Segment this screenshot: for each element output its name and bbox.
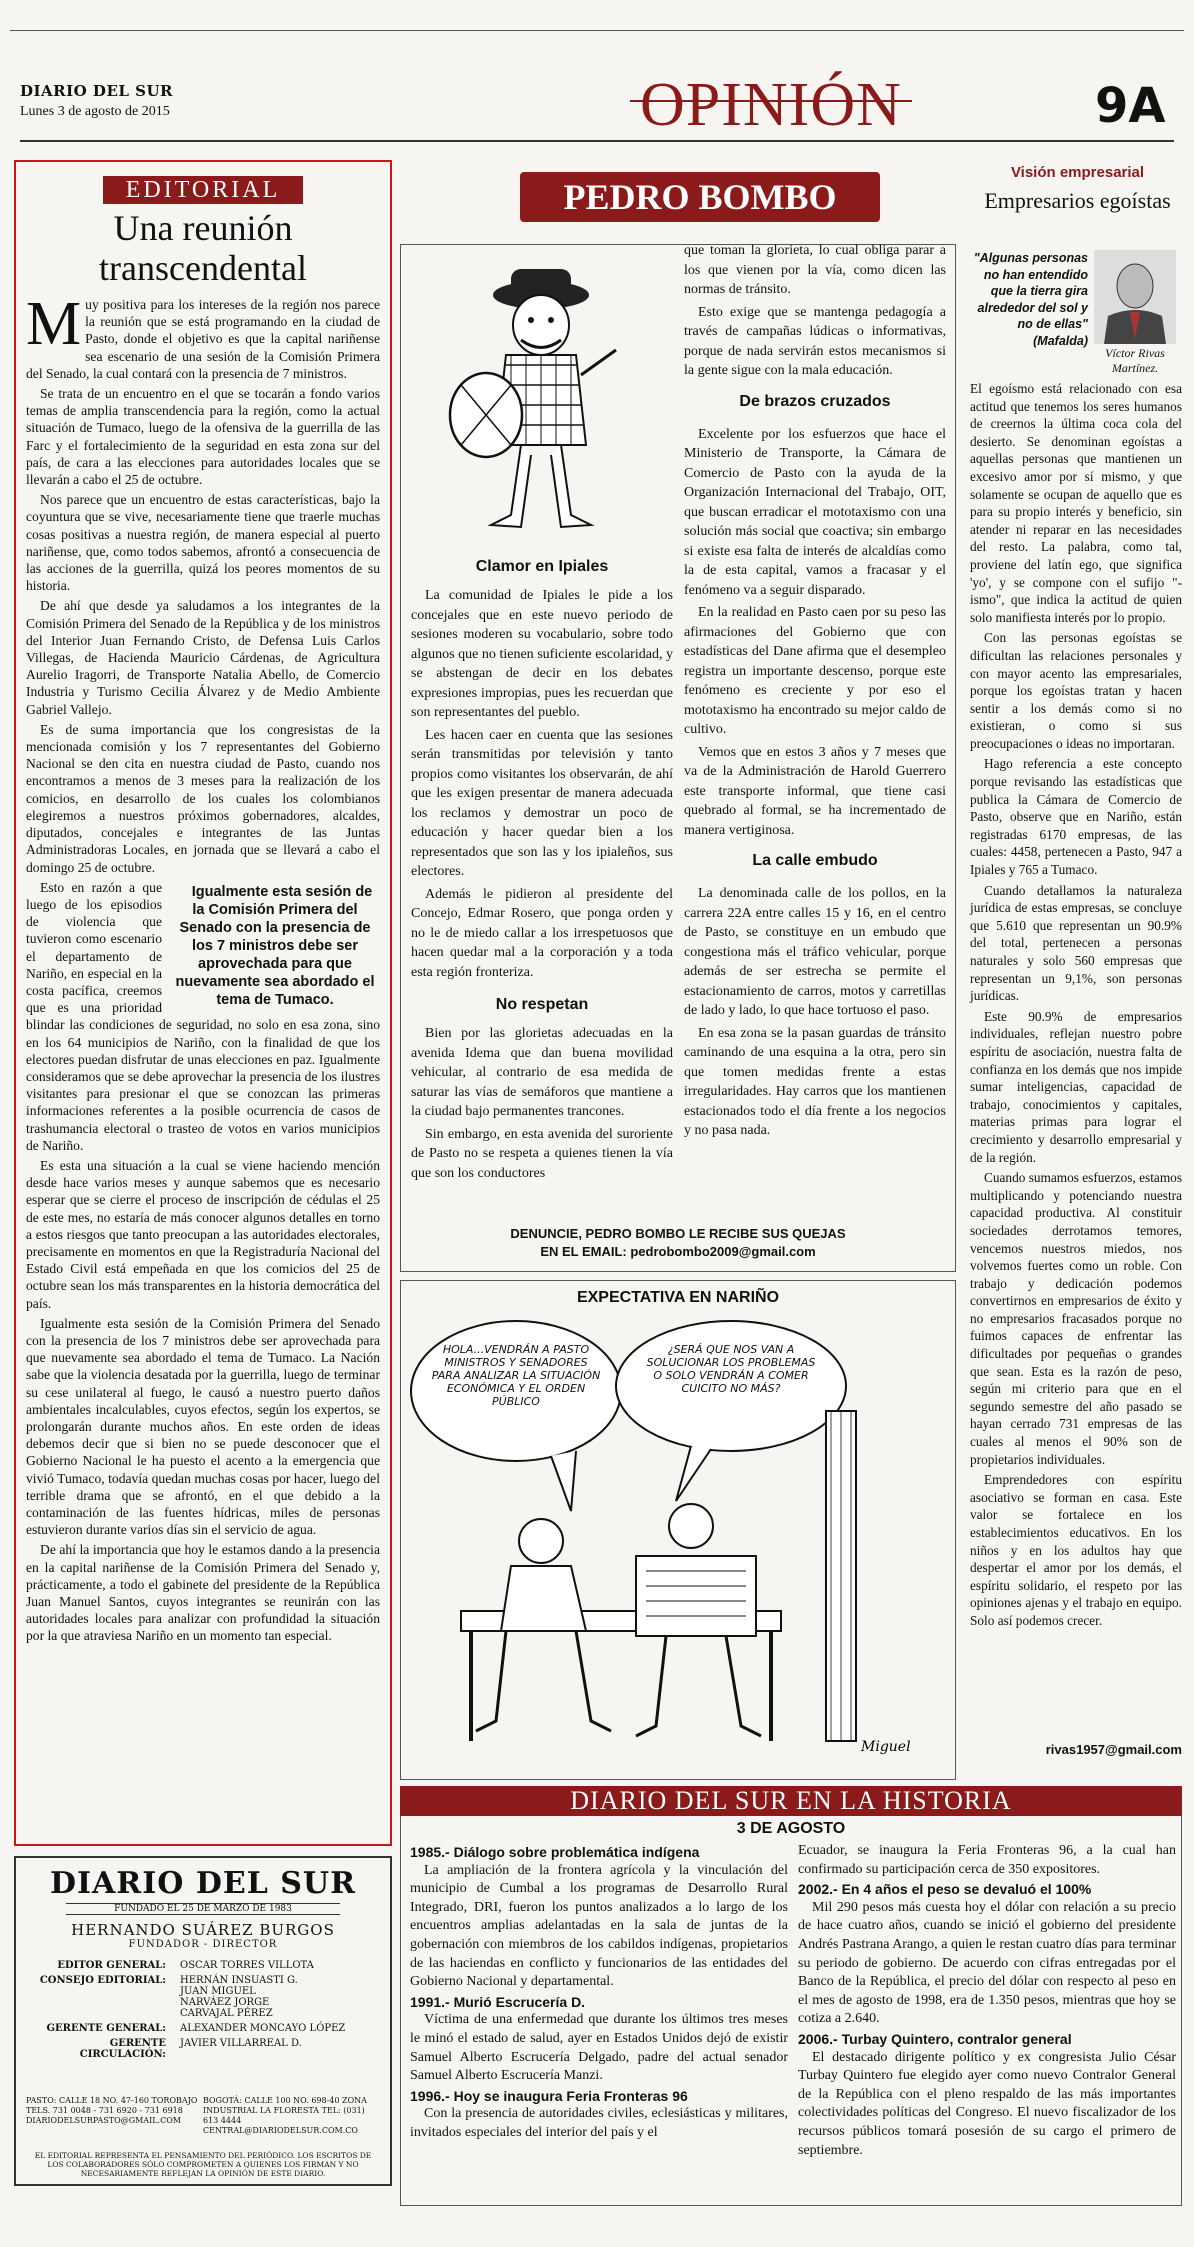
pb-subhead: De brazos cruzados — [739, 392, 891, 410]
masthead-name: DIARIO DEL SUR — [49, 1866, 357, 1901]
editorial-paragraph: De ahí que desde ya saludamos a los integrantes de la Comisión Primera del Senado de la República y de los ministros del Interior Juan Fernando Cristo, de Defensa Luis Carlos Villegas, de Hacienda Mauricio Cárdenas, de Agricultura Aurelio Iragorri, de Transporte Natalia Abello, de Comercio Industria y Turismo Cecilia Álvarez y de Medio Ambiente Gabriel Vallejo. — [26, 598, 380, 717]
column-title: Empresarios egoístas — [984, 188, 1171, 213]
header-rule — [20, 140, 1174, 142]
masthead-owner: HERNANDO SUÁREZ BURGOS — [71, 1921, 335, 1939]
pb-text: La denominada calle de los pollos, en la carrera 22A entre calles 15 y 16, en el centro de Pasto, se constituye en un embudo que congestiona más el tráfico vehicular, porque además de ser estrecha se permite el estacionamiento de carros, motos y carretillas de lado y lado, lo que hace tortuoso el paso. En esa zona se la pasan guardas de tránsito caminando de una esquina a la otra, pero sin que tomen medidas frente a estas irregularidades. Hay carros que los mantienen estacionados todo el día frente a los negocios y no pasa nada. — [684, 886, 946, 1138]
editorial-paragraph: Se trata de un encuentro en el que se tocarán a fondo varios temas de amplia transcendencia para la región, como la actual situación de Tumaco, luego de la ofensiva de la guerrilla de las Farc y el fortalecimiento de la seguridad en esta zona sur del país, de cara a las elecciones para autoridades locales que se llevarán a cabo el 25 de octubre. — [26, 386, 380, 488]
editorial-paragraph: De ahí la importancia que hoy le estamos dando a la presencia en la capital nariñense de la Comisión Primera del Senado y, prácticamente, a todo el gabinete del presidente de la República Juan Manuel Santos, cuyos integrantes se reunirán con las autoridades locales para analizar con profundidad la situación por la que atraviesa Nariño en un momento tan especial. — [26, 1542, 380, 1644]
brand-logo: DIARIO DEL SUR — [20, 82, 174, 100]
column-quote: "Algunas personas no han entendido que la tierra gira alrededor del sol y no de ellas" (Mafalda) — [973, 251, 1088, 348]
editorial-column — [14, 160, 392, 1846]
masthead-disclaimer: EL EDITORIAL REPRESENTA EL PENSAMIENTO DEL PERIÓDICO. LOS ESCRITOS DE LOS COLABORADORES SÓLO COMPROMETEN A QUIENES LOS FIRMAN Y NO NECESARIAMENTE REFLEJAN LA OPINIÓN DE ESTE DIARIO. — [34, 2151, 372, 2178]
editorial-title: Una reunión transcendental — [99, 208, 307, 288]
history-entry-heading: 2002.- En 4 años el peso se devaluó el 100% — [798, 1881, 1092, 1898]
pedro-bombo-banner: PEDRO BOMBO — [520, 172, 880, 222]
section-title: OPINIÓN — [640, 71, 902, 139]
cartoon-box — [400, 1280, 956, 1780]
address-bogota: BOGOTÁ: CALLE 100 NO. 698-40 ZONA INDUSTRIAL LA FLORESTA TEL: (031) 613 4444 CENTRAL@DIARIODELSUR.COM.CO — [203, 2096, 367, 2135]
editorial-label: EDITORIAL — [103, 176, 303, 204]
pb-subhead: Clamor en Ipiales — [475, 558, 609, 575]
editorial-paragraph: Nos parece que un encuentro de estas características, bajo la coyuntura que se vive, necesariamente tiene que traerle muchas cosas positivas a nuestra región, de manera especial al puerto nariñense, que, como todos sabemos, afrontó a consecuencia de las acciones de la guerrilla, quizá los peores momentos de su historia. — [26, 492, 380, 594]
editorial-paragraph: Igualmente esta sesión de la Comisión Primera del Senado con la presencia de los 7 ministros debe ser aprovechada para que nuevamente sea abordado el tema de Tumaco. La Nación sabe que la violencia desatada por la guerrilla, luego de terminar su cese unilateral al fuego, le causó a nuestro puerto daños ambientales incalculables, cuyos efectos, según los expertos, se prolongarán durante muchos años. En este orden de ideas debemos decir que si bien no se puede desconocer que el Gobierno Nacional le ha puesto el acento a la emergencia que vivió Tumaco, todavía quedan muchas cosas por hacer, luego del terrible drama que se afrontó, en el que debido a la contaminación de las fuentes hídricas, miles de personas estuvieron durante varios días sin el servicio de agua. — [26, 1315, 380, 1538]
drop-cap: M — [26, 290, 82, 358]
masthead-box — [14, 1856, 392, 2186]
history-entry-heading: 1996.- Hoy se inaugura Feria Fronteras 96 — [410, 2087, 688, 2104]
cartoon-signature: Miguel — [861, 1739, 911, 1755]
history-right-column: Ecuador, se inaugura la Feria Fronteras 96, a la cual han confirmado su participación cerca de 350 expositores. 2002.- En 4 años el peso se devaluó el 100% Mil 290 pesos más cuesta hoy el dólar con relación a su precio de hace cuatro años, cuando se inició el gobierno del presidente Andrés Pastrana Arango, a quien le restan cuatro días para terminar su periodo de gobierno. De acuerdo con cifras entregadas por el Banco de la República, el precio del dólar con respecto al peso en el mes de agosto de 1998, era de 1.350 pesos, mientras que hoy se cotiza a 2.640. 2006.- Turbay Quintero, contralor general El destacado dirigente político y ex congresista Julio César Turbay Quintero fue elegido ayer como nuevo Contralor General de la República con el pleno respaldo de las más importantes colectividades políticas del Congreso. El nuevo fiscalizador de los recursos públicos tomará posesión de su cargo el primero de septiembre. — [798, 1843, 1176, 2158]
staff-row: GERENTE GENERAL: ALEXANDER MONCAYO LÓPEZ — [46, 2023, 346, 2034]
history-banner: DIARIO DEL SUR EN LA HISTORIA — [400, 1786, 1182, 1816]
staff-row: EDITOR GENERAL: OSCAR TORRES VILLOTA — [57, 1960, 314, 1971]
column-author: Víctor Rivas Martínez. — [1105, 346, 1165, 375]
issue-date: Lunes 3 de agosto de 2015 — [20, 104, 170, 119]
masthead-founded: FUNDADO EL 25 DE MARZO DE 1983 — [66, 1903, 340, 1915]
pb-text: Excelente por los esfuerzos que hace el Ministerio de Transporte, la Cámara de Comercio de Pasto con la ayuda de la Organización Internacional del Trabajo, OIT, que buscan erradicar el mototaxismo con una solución más social que coactiva; sin embargo si existe esa falta de interés de alcaldías como la de esta capital, vamos a fracasar y el fenómeno va a seguir disparado. En la realidad en Pasto caen por su peso las afirmaciones del Gobierno que con estadísticas del Dane afirma que el desempleo registra un importante descenso, porque este fenómeno es creciente y por eso el mototaxismo ha encontrado su mejor caldo de cultivo. Vemos que en estos 3 años y 7 meses que va de la Administración de Harold Guerrero este transporte informal, que tiene casi quebrado al formal, se ha incrementado de manera vertiginosa. — [684, 426, 946, 838]
speech-bubble-left: HOLA...VENDRÁN A PASTO MINISTROS Y SENADORES PARA ANALIZAR LA SITUACIÓN ECONÓMICA Y EL ORDEN PÚBLICO — [431, 1343, 601, 1408]
history-date: 3 DE AGOSTO — [736, 1820, 846, 1837]
page-number: 9A — [1095, 78, 1166, 134]
pb-text: La comunidad de Ipiales le pide a los concejales que en este nuevo periodo de sesiones moderen su vocabulario, sobre todo algunos que no tienen suficiente escolaridad, y se abstengan de decir en los debates expresiones impropias, pues les recuerdan que son representantes del pueblo. Les hacen caer en cuenta que las sesiones serán transmitidas por televisión y tanto propios como visitantes los observarán, de ahí que les exigen presentar de manera adecuada los reclamos y demostrar un poco de educación y hacer quedar bien a los representados que son las y los ipialeños, sus electores. Además le pidieron al presidente del Concejo, Edmar Rosero, que ponga orden y no le de miedo callar a los irrespetuosos que hacen quedar mal a la corporación y a toda esta región fronteriza. — [411, 588, 673, 980]
cartoon-title: EXPECTATIVA EN NARIÑO — [576, 1289, 780, 1306]
history-entry-heading: 1991.- Murió Escrucería D. — [410, 1993, 586, 2010]
editorial-paragraph: Igualmente esta sesión de la Comisión Primera del Senado con la presencia de los 7 ministros debe ser aprovechada para que nuevamente sea abordado el tema de Tumaco. Esto en razón a que luego de los episodios de violencia que tuvieron como escenario el departamento de Nariño, en especial en la costa pacífica, creemos que es una prioridad blindar las condiciones de seguridad, no solo en esa zona, sino en los 64 municipios de Nariño, con la finalidad de que los electores puedan disfrutar de unas elecciones en paz. Igualmente consideramos que se debe aprovechar la presencia de los ilustres visitantes para presionar el que se conozcan las primeras informaciones referentes a la posible ocurrencia de casos de trashumancia electoral o trasteo de votos en varios municipios de Nariño. — [26, 879, 380, 1153]
staff-row: CONSEJO EDITORIAL: HERNÁN INSUASTI G. JUAN MIGUEL NARVÁEZ JORGE CARVAJAL PÉREZ — [39, 1975, 298, 2019]
editorial-body — [26, 290, 380, 1645]
history-entry-heading: 1985.- Diálogo sobre problemática indígena — [410, 1844, 700, 1860]
drummer-illustration — [411, 255, 673, 545]
speech-bubble-right: ¿SERÁ QUE NOS VAN A SOLUCIONAR LOS PROBLEMAS O SOLO VENDRÁN A COMER CUICITO NO MÁS? — [646, 1343, 816, 1395]
editorial-paragraph: Muy positiva para los intereses de la región nos parece la reunión que se está programando en la ciudad de Pasto, donde el objetivo es que la capital nariñense sea escenario de una sesión de la Comisión Primera del Senado, la cual contará con la presencia de 7 ministros. — [26, 290, 380, 381]
pb-subhead: La calle embudo — [752, 852, 878, 869]
pedro-bombo-left-column — [411, 255, 673, 1186]
pull-quote: Igualmente esta sesión de la Comisión Primera del Senado con la presencia de los 7 ministros debe ser aprovechada para que nuevamente sea abordado el tema de Tumaco. — [175, 883, 375, 1008]
history-left-column: 1985.- Diálogo sobre problemática indígena La ampliación de la frontera agrícola y la vinculación del municipio de Cumbal a los programas de Desarrollo Rural Integrado, DRI, fueron los puntos analizados a lo largo de los encuentros amplias adelantadas en la sala de juntas de la gobernación con miembros de los cabildos indígenas, propietarios de las haciendas en conflicto y funcionarios de las entidades del Gobierno Nacional y departamental. 1991.- Murió Escrucería D. Víctima de una enfermedad que durante los últimos tres meses le minó el estado de salud, ayer en Estados Unidos dejó de existir Samuel Alberto Escrucería Delgado, padre del actual senador Samuel Alberto Escrucería Manzi. 1996.- Hoy se inaugura Feria Fronteras 96 Con la presencia de autoridades civiles, eclesiásticas y militares, invitados especiales del interior del país y el — [410, 1844, 788, 2140]
top-rule — [10, 30, 1184, 31]
pedro-bombo-box — [400, 244, 956, 1272]
staff-row: GERENTE CIRCULACIÓN: JAVIER VILLARREAL D. — [79, 2038, 302, 2060]
pb-footer: DENUNCIE, PEDRO BOMBO LE RECIBE SUS QUEJAS EN EL EMAIL: pedrobombo2009@gmail.com — [401, 1225, 955, 1261]
pb-subhead: No respetan — [495, 996, 589, 1013]
editorial-paragraph: Es de suma importancia que los congresistas de la mencionada comisión y los 7 representantes del Gobierno Nacional se den cita en nuestra ciudad de Pasto, cuando nos encontramos a menos de 3 meses para la realización de los comicios, en desarrollo de los cuales los colombianos elegiremos a nuestros próximos gobernadores, alcaldes, diputados, concejales e integrantes de las Juntas Administradoras Locales, en jornada que se llevará a cabo el domingo 25 de octubre. — [26, 721, 380, 875]
pb-email: EN EL EMAIL: pedrobombo2009@gmail.com — [540, 1244, 816, 1259]
pb-text: Bien por las glorietas adecuadas en la avenida Idema que dan buena movilidad vehicular, al contrario de esa medida de saturar las vías de semáforos que mantiene a la ciudad bajo permanentes trancones. Sin embargo, en esta avenida del suroriente de Pasto no se respeta a quienes tienen la vía que son los conductores — [411, 1026, 673, 1181]
masthead-addresses — [26, 2096, 380, 2136]
editorial-paragraph: Es esta una situación a la cual se viene haciendo mención desde hace varios meses y aunque sabemos que es necesario esperar que se cierre el proceso de inscripción de cédulas el 25 de este mes, no estaría de más conocer algunos detalles en torno a estos riesgos que tanto preocupan a las autoridades electorales, precisamente en momentos en que la Registraduría Nacional del Estado Civil está empeñada en que los comicios del 25 de octubre sean los más transparentes en la historia democrática del país. — [26, 1157, 380, 1311]
masthead-owner-role: FUNDADOR - DIRECTOR — [128, 1939, 278, 1950]
column-body: El egoísmo está relacionado con esa actitud que tenemos los seres humanos de creernos la última coca cola del desierto. Se denominan egoístas a aquellas personas que mantienen un excesivo amor por sí mismo, y que solamente se ocupan de aquello que es para su propio interés y beneficio, sin atender ni reparar en las necesidades del resto. La palabra, como tal, proviene del latín ego, que significa 'yo', y se compone con el sufijo "-ismo", que indica la actitud de quien solo manifiesta interés por lo propio. Con las personas egoístas se dificultan las relaciones personales y con mayor acento las empresariales, porque los egoístas tratan y hacen sentir a los demás como si no existieran, o como si sus preocupaciones o ideas no importaran. Hago referencia a este concepto porque revisando las estadísticas que publica la Cámara de Comercio de Pasto, observe que en Nariño, están registradas 6170 empresas, de las cuales: 4458, pertenecen a Pasto, 947 a Ipiales y 765 a Tumaco. Cuando detallamos la naturaleza jurídica de estas empresas, se concluye que 5.610 que representan un 90.9% del total, pertenecen a personas naturales y solo 560 empresas que representan un 9,1%, son personas jurídicas. Este 90.9% de empresarios individuales, reflejan nuestro pobre espíritu de asociación, nuestra falta de confianza en los demás que nos impide sumar inteligencias, capacidad de trabajo, conocimientos y capitales, materias primas para lograr el crecimiento y desarrollo empresarial y de la región. Cuando sumamos esfuerzos, estamos multiplicando y potenciando nuestra capacidad productiva. Al constituir sociedades derrotamos temores, vencemos nuestros miedos, nos volvemos fuertes como un roble. Con trabajo y dedicación podemos convertirnos en empresarios de éxito y no empresarios fracasados porque no fuimos capaces de enfrentar las dificultades por pequeñas o grandes que sean. Esta es la razón de peso, según mi criterio para que en el segundo semestre del año pasado se hayan cerrado 731 empresas de las cuales al menos el 90% son de propietarios individuales. Emprendedores con espíritu asociativo se forman en casa. Este valor se fortalece en los establecimientos educativos. En los niños y en los adultos hay que despertar el amor por los demás, el espíritu solidario, el respeto por las opiniones ajenas y el trabajo en equipo. Solo así podemos crecer. — [970, 381, 1182, 1628]
history-entry-heading: 2006.- Turbay Quintero, contralor general — [798, 2030, 1072, 2047]
pb-text: que toman la glorieta, lo cual obliga parar a los que vienen por la vía, como dicen las normas de tránsito. Esto exige que se mantenga pedagogía a través de campañas lúdicas o informativas, porque de nada servirán estos mecanismos si la gente sigue con la mala educación. — [684, 243, 946, 378]
address-pasto: PASTO: CALLE 18 NO. 47-160 TOROBAJO TELS. 731 0048 - 731 6920 - 731 6918 DIARIODELSURPASTO@GMAIL.COM — [26, 2096, 198, 2125]
column-kicker: Visión empresarial — [1010, 164, 1145, 181]
author-portrait — [1094, 250, 1176, 344]
pedro-bombo-right-column — [684, 241, 946, 1144]
column-email: rivas1957@gmail.com — [1045, 1742, 1182, 1757]
